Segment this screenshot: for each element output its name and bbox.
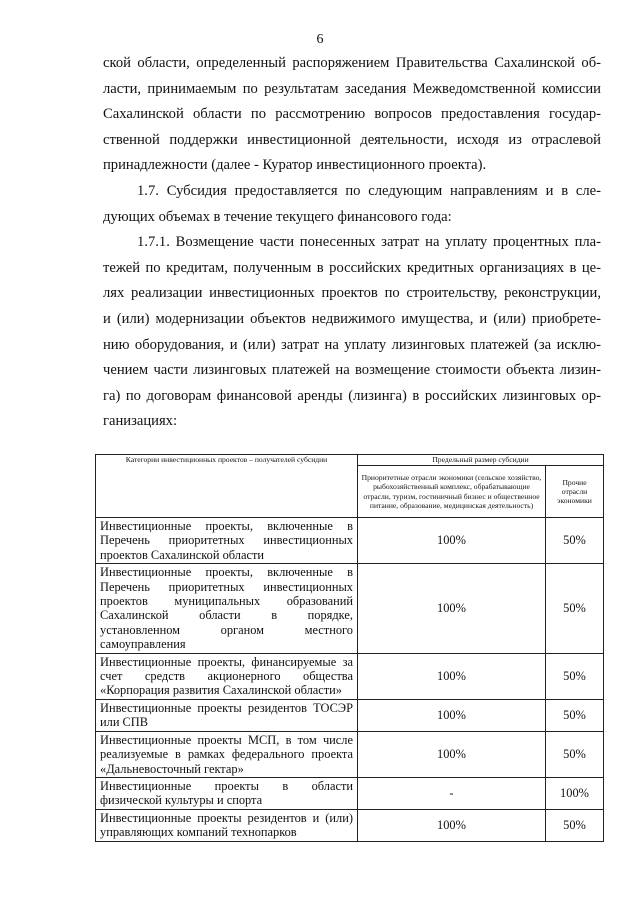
row-other-value: 50% [546,699,604,731]
text-line: принадлежности (далее - Куратор инвестиционного проекта). [103,157,487,174]
text-line: лях реализации инвестиционных проектов по строительству, реконструкции, [103,285,601,302]
row-other-value: 50% [546,653,604,699]
row-priority-value: 100% [358,731,546,777]
table-row [96,731,604,777]
text-line: ственной поддержки инвестиционной деятельности, исходя из отраслевой [103,131,601,148]
row-category: Инвестиционные проекты, включенные в Перечень приоритетных инвестиционных проектов Сахалинской области [96,518,358,564]
page-number: 6 [316,32,324,47]
table-header-row [96,455,604,466]
text-line: ласти, принимаемым по результатам заседания Межведомственной комиссии [103,80,601,97]
row-priority-value: 100% [358,653,546,699]
row-priority-value: - [358,777,546,809]
text-line: нию оборудования, и (или) затрат на уплату лизинговых платежей (за исклю- [103,336,601,353]
text-line: Сахалинской области по рассмотрению вопросов предоставления государ- [103,106,601,123]
row-priority-value: 100% [358,564,546,653]
row-other-value: 50% [546,564,604,653]
text-line: 1.7. Субсидия предоставляется по следующим направлениям и в сле- [137,182,601,199]
row-category: Инвестиционные проекты, включенные в Перечень приоритетных инвестиционных проектов муниципальных образований Сахалинской области в порядке, установленном органом местного самоуправления [96,564,358,653]
row-other-value: 100% [546,777,604,809]
table-row [96,809,604,841]
row-category: Инвестиционные проекты резидентов ТОСЭР или СПВ [96,699,358,731]
table-row [96,653,604,699]
header-max-subsidy: Предельный размер субсидии [358,455,604,466]
row-category: Инвестиционные проекты, финансируемые за счет средств акционерного общества «Корпорация развития Сахалинской области» [96,653,358,699]
text-line: 1.7.1. Возмещение части понесенных затрат на уплату процентных пла- [137,234,601,251]
text-line: дующих объемах в течение текущего финансового года: [103,208,452,225]
text-line: ганизациях: [103,413,178,430]
text-line: чением части лизинговых платежей на возмещение стоимости объекта лизин- [103,362,601,379]
row-other-value: 50% [546,809,604,841]
text-line: и (или) модернизации объектов недвижимого имущества, и (или) приобрете- [103,310,601,327]
row-other-value: 50% [546,731,604,777]
text-line: тежей по кредитам, полученным в российских кредитных организациях в це- [103,259,601,276]
table-row [96,564,604,653]
header-category: Категории инвестиционных проектов – получателей субсидии [96,455,358,518]
row-category: Инвестиционные проекты МСП, в том числе реализуемые в рамках федерального проекта «Дальневосточный гектар» [96,731,358,777]
table-row [96,777,604,809]
table-row [96,518,604,564]
row-priority-value: 100% [358,699,546,731]
text-line: га) по договорам финансовой аренды (лизинга) в российских лизинговых ор- [103,387,601,404]
header-other-sectors: Прочие отрасли экономики [546,466,604,518]
body-text [103,51,601,435]
row-priority-value: 100% [358,518,546,564]
table-row [96,699,604,731]
subsidy-table [95,454,604,842]
row-category: Инвестиционные проекты резидентов и (или) управляющих компаний технопарков [96,809,358,841]
text-line: ской области, определенный распоряжением Правительства Сахалинской об- [103,55,601,71]
row-category: Инвестиционные проекты в области физической культуры и спорта [96,777,358,809]
header-priority-sectors: Приоритетные отрасли экономики (сельское хозяйство, рыбохозяйственный комплекс, обрабатывающие отрасли, туризм, гостиничный бизнес и общественное питание, образование, медицинская деятельность) [358,466,546,518]
row-other-value: 50% [546,518,604,564]
row-priority-value: 100% [358,809,546,841]
